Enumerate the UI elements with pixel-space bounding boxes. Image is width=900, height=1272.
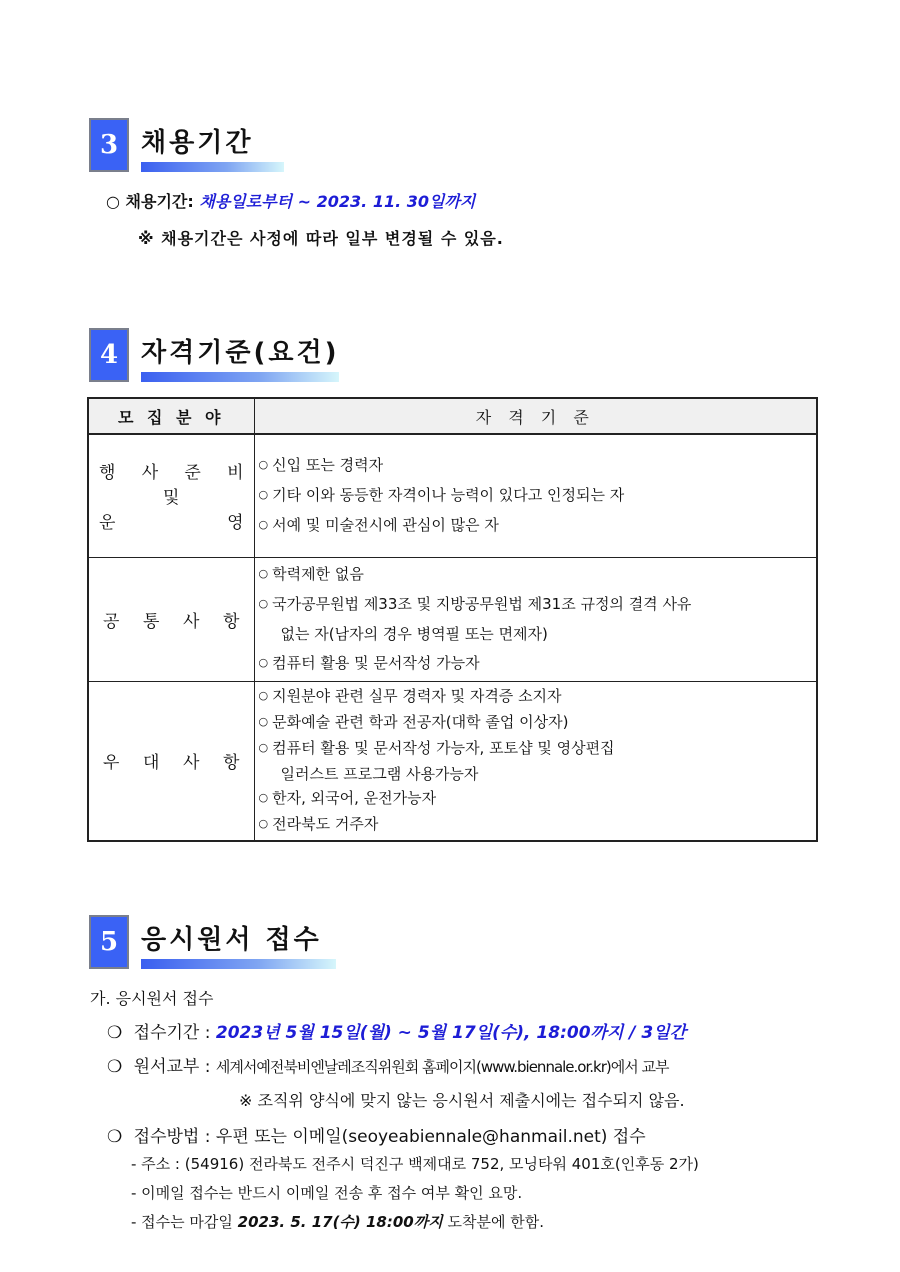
- criteria-item: ○ 한자, 외국어, 운전가능자: [258, 788, 437, 807]
- circle-bullet-icon: ❍: [107, 1023, 123, 1043]
- category-cell: 우 대 사 항: [88, 681, 254, 841]
- application-period-line: [107, 1018, 686, 1043]
- criteria-cell: [254, 434, 817, 557]
- criteria-item: ○ 학력제한 없음: [258, 564, 364, 583]
- circle-bullet-icon: ❍: [107, 1057, 123, 1077]
- category-cell: 행 사 준 비 및 운 영: [88, 434, 254, 557]
- title-underline-bar: [141, 372, 339, 382]
- criteria-item: ○ 국가공무원법 제33조 및 지방공무원법 제31조 규정의 결격 사유: [258, 594, 692, 613]
- submission-method-line: [107, 1122, 646, 1147]
- table-row: [88, 557, 817, 681]
- deadline-value: 2023. 5. 17(수) 18:00까지: [237, 1213, 443, 1231]
- section-number-badge: 4: [89, 328, 129, 382]
- criteria-item-continued: 없는 자(남자의 경우 병역필 또는 면제자): [280, 624, 548, 643]
- section-title: 자격기준(요건): [141, 338, 340, 368]
- section-title: 응시원서 접수: [141, 925, 322, 955]
- criteria-item: ○ 서예 및 미술전시에 관심이 많은 자: [258, 515, 499, 534]
- method-value: 우편 또는 이메일(seoyeabiennale@hanmail.net) 접수: [215, 1127, 646, 1147]
- address-line: - 주소 : (54916) 전라북도 전주시 덕진구 백제대로 752, 모닝타워 401호(인후동 2가): [131, 1155, 699, 1173]
- form-label: 원서교부 :: [133, 1057, 211, 1077]
- subheading: 가. 응시원서 접수: [90, 989, 214, 1008]
- criteria-item: ○ 컴퓨터 활용 및 문서작성 가능자, 포토샵 및 영상편집: [258, 738, 615, 757]
- header-field: 모 집 분 야: [88, 398, 254, 434]
- table-row: [88, 681, 817, 841]
- form-distribution-line: [107, 1052, 668, 1077]
- header-criteria: 자 격 기 준: [254, 398, 817, 434]
- criteria-item: ○ 지원분야 관련 실무 경력자 및 자격증 소지자: [258, 686, 562, 705]
- period-label: 채용기간:: [125, 192, 194, 211]
- table-row: [88, 434, 817, 557]
- title-underline-bar: [141, 959, 336, 969]
- criteria-cell: [254, 681, 817, 841]
- form-note: ※ 조직위 양식에 맞지 않는 응시원서 제출시에는 접수되지 않음.: [239, 1091, 685, 1110]
- email-note-line: - 이메일 접수는 반드시 이메일 전송 후 접수 여부 확인 요망.: [131, 1184, 523, 1202]
- title-underline-bar: [141, 162, 284, 172]
- employment-period-line: [106, 189, 475, 212]
- circle-bullet-icon: ❍: [107, 1127, 123, 1147]
- criteria-item: ○ 신입 또는 경력자: [258, 455, 384, 474]
- section-number-badge: 5: [89, 915, 129, 969]
- criteria-item: ○ 문화예술 관련 학과 전공자(대학 졸업 이상자): [258, 712, 569, 731]
- period-value: 채용일로부터 ~ 2023. 11. 30일까지: [199, 192, 476, 211]
- criteria-item-continued: 일러스트 프로그램 사용가능자: [280, 764, 479, 783]
- section-number-badge: 3: [89, 118, 129, 172]
- circle-bullet-icon: ○: [106, 192, 120, 211]
- period-value: 2023년 5월 15일(월) ~ 5월 17일(수), 18:00까지 / 3일간: [215, 1023, 687, 1043]
- method-label: 접수방법 :: [133, 1127, 211, 1147]
- period-note: ※ 채용기간은 사정에 따라 일부 변경될 수 있음.: [138, 229, 504, 248]
- qualification-table: [87, 397, 818, 842]
- criteria-item: ○ 컴퓨터 활용 및 문서작성 가능자: [258, 653, 480, 672]
- section-title: 채용기간: [141, 128, 254, 158]
- criteria-item: ○ 전라북도 거주자: [258, 814, 379, 833]
- table-header-row: [88, 398, 817, 434]
- criteria-item: ○ 기타 이와 동등한 자격이나 능력이 있다고 인정되는 자: [258, 485, 625, 504]
- criteria-cell: [254, 557, 817, 681]
- category-cell: 공 통 사 항: [88, 557, 254, 681]
- form-value: 세계서예전북비엔날레조직위원회 홈페이지(www.biennale.or.kr)에서 교부: [215, 1058, 669, 1076]
- deadline-line: - 접수는 마감일 2023. 5. 17(수) 18:00까지 도착분에 한함.: [131, 1213, 544, 1231]
- period-label: 접수기간 :: [133, 1023, 211, 1043]
